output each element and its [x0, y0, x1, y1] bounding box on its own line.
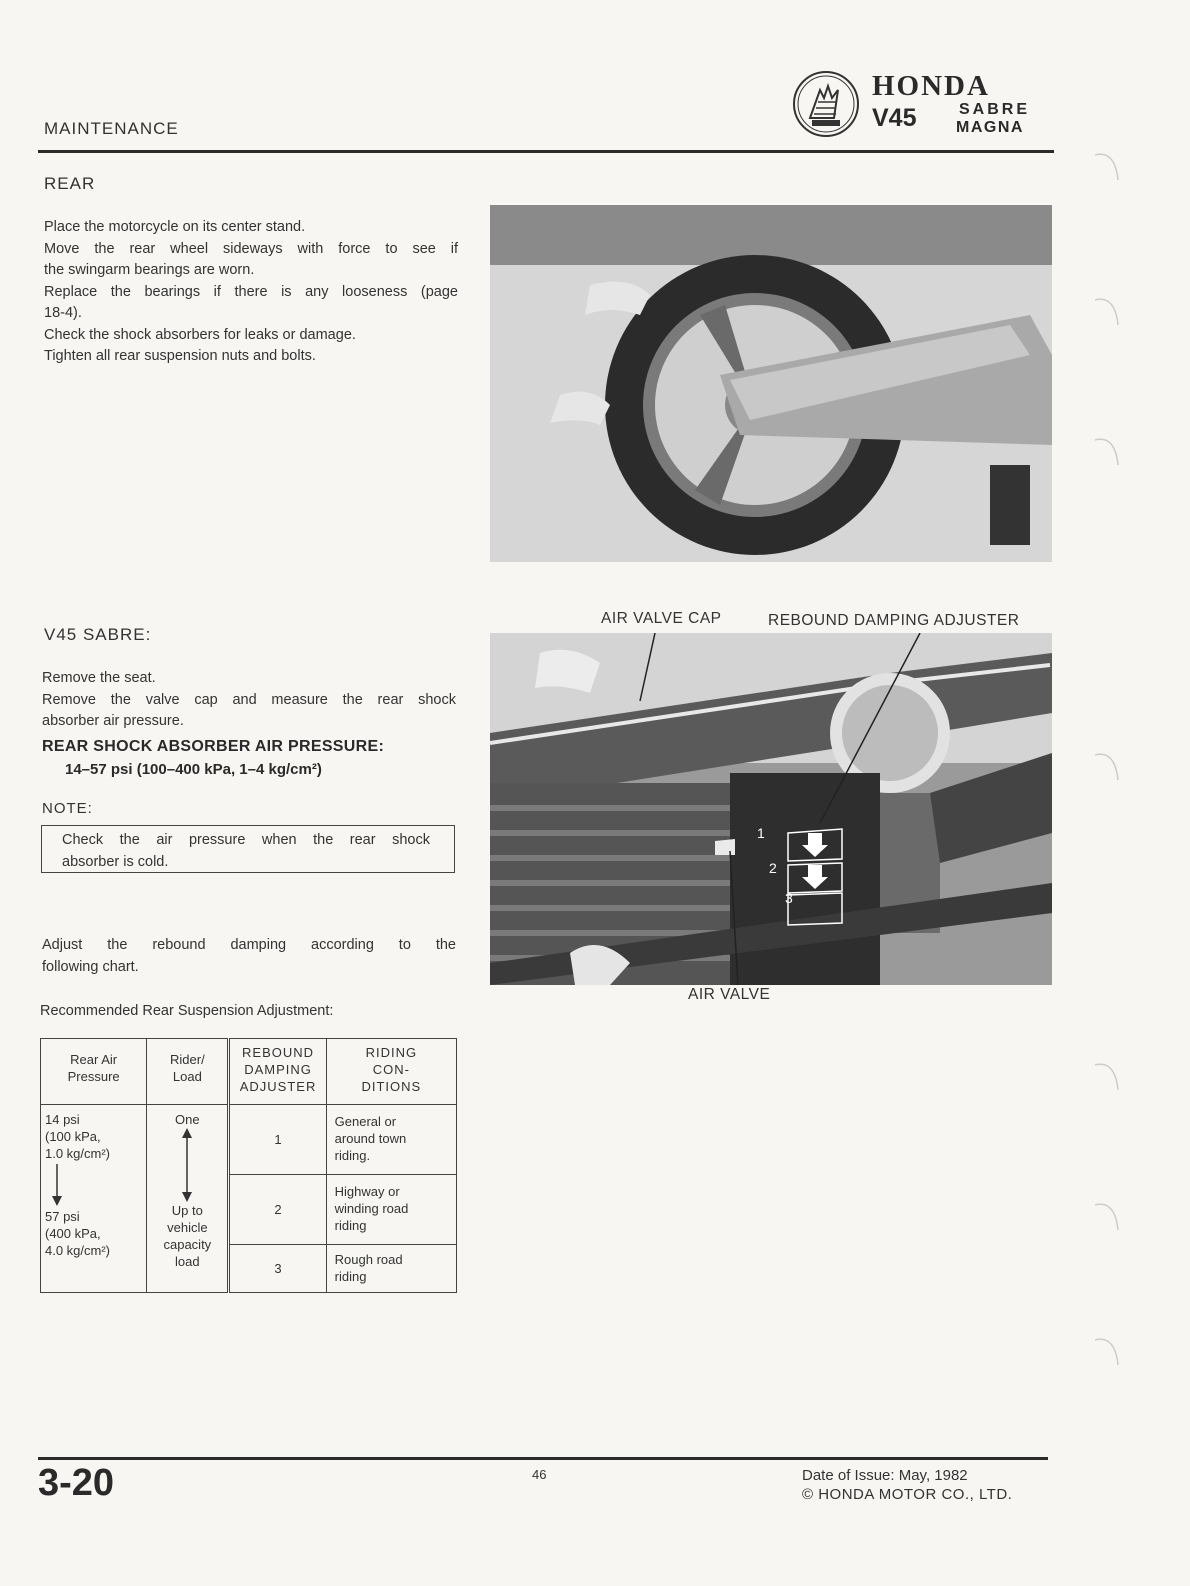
- position-label: 3: [785, 890, 793, 906]
- adjust-line: Adjust the rebound damping according to the: [42, 937, 456, 953]
- sabre-instructions: [42, 668, 456, 733]
- note-label: NOTE:: [42, 800, 93, 817]
- callout-rebound-adjuster: REBOUND DAMPING ADJUSTER: [768, 612, 1020, 629]
- adjust-line: following chart.: [42, 958, 139, 975]
- note-line: Check the air pressure when the rear shock: [62, 832, 430, 848]
- header-text: DAMPING: [244, 1062, 312, 1077]
- adjust-instructions: [42, 935, 456, 978]
- spec-title: REAR SHOCK ABSORBER AIR PRESSURE:: [42, 738, 385, 755]
- conditions-cell: [326, 1175, 456, 1245]
- header-rule: [38, 150, 1054, 153]
- pressure-text: 4.0 kg/cm²): [45, 1243, 111, 1258]
- header-text: REBOUND: [242, 1045, 315, 1060]
- rear-heading: REAR: [44, 174, 96, 193]
- table-row: [41, 1105, 457, 1175]
- conditions-text: General or: [334, 1114, 397, 1129]
- header-text: RIDING: [365, 1045, 418, 1060]
- position-label: 2: [769, 860, 777, 876]
- shock-absorber-photo: [490, 633, 1052, 985]
- rear-line: the swingarm bearings are worn.: [44, 262, 255, 278]
- header-text: CON-: [372, 1062, 410, 1077]
- double-arrow-icon: [177, 1128, 197, 1202]
- callout-air-valve: AIR VALVE: [688, 986, 771, 1003]
- model-name: V45: [872, 104, 917, 132]
- pressure-cell: [41, 1105, 147, 1293]
- setting-cell: 2: [229, 1175, 326, 1245]
- variant-sabre: SABRE: [959, 101, 1031, 118]
- rear-instructions: [44, 217, 458, 368]
- section-title: MAINTENANCE: [44, 119, 179, 138]
- sabre-line: absorber air pressure.: [42, 713, 184, 729]
- callout-air-valve-cap: AIR VALVE CAP: [601, 610, 722, 627]
- header-text: Pressure: [67, 1069, 120, 1084]
- pressure-text: (100 kPa,: [45, 1129, 101, 1144]
- sabre-line: Remove the seat.: [42, 670, 156, 686]
- wing-emblem-icon: [790, 68, 862, 140]
- rear-line: Place the motorcycle on its center stand.: [44, 219, 306, 235]
- pressure-text: 14 psi: [45, 1112, 80, 1127]
- position-label: 1: [757, 825, 765, 841]
- load-text: One: [175, 1112, 200, 1127]
- spec-value: 14–57 psi (100–400 kPa, 1–4 kg/cm²): [65, 761, 322, 778]
- arrow-down-icon: [51, 1164, 71, 1208]
- conditions-text: winding road: [334, 1201, 409, 1216]
- conditions-cell: [326, 1245, 456, 1293]
- page-number: 46: [532, 1467, 547, 1482]
- conditions-text: Rough road: [334, 1252, 403, 1267]
- note-line: absorber is cold.: [62, 853, 169, 870]
- copyright: © HONDA MOTOR CO., LTD.: [802, 1486, 1013, 1503]
- variant-magna: MAGNA: [956, 119, 1024, 136]
- rear-line: Replace the bearings if there is any looseness (page: [44, 283, 458, 300]
- conditions-text: riding.: [334, 1148, 371, 1163]
- header-conditions: [326, 1039, 456, 1105]
- load-text: vehicle: [167, 1220, 208, 1235]
- note-box: [41, 825, 455, 873]
- setting-cell: 3: [229, 1245, 326, 1293]
- honda-logo: [790, 68, 1056, 140]
- conditions-cell: [326, 1105, 456, 1175]
- table-header-row: [41, 1039, 457, 1105]
- pressure-text: 1.0 kg/cm²): [45, 1146, 111, 1161]
- table-caption: Recommended Rear Suspension Adjustment:: [40, 1003, 334, 1019]
- header-load: [147, 1039, 229, 1105]
- header-pressure: [41, 1039, 147, 1105]
- sabre-heading: V45 SABRE:: [44, 625, 152, 644]
- footer-rule: [38, 1457, 1048, 1460]
- conditions-text: riding: [334, 1269, 367, 1284]
- rear-line: 18-4).: [44, 305, 82, 321]
- conditions-text: Highway or: [334, 1184, 400, 1199]
- sabre-line: Remove the valve cap and measure the rear shock: [42, 691, 456, 708]
- header-text: Rider/: [170, 1052, 205, 1067]
- binder-marks: [1090, 150, 1130, 1400]
- rear-line: Tighten all rear suspension nuts and bolts.: [44, 348, 316, 364]
- pressure-text: 57 psi: [45, 1209, 80, 1224]
- header-text: DITIONS: [361, 1079, 422, 1094]
- load-cell: [147, 1105, 229, 1293]
- header-adjuster: [229, 1039, 326, 1105]
- page-code: 3-20: [38, 1462, 115, 1504]
- brand-name: HONDA: [872, 70, 990, 102]
- header-text: Load: [172, 1069, 202, 1084]
- setting-cell: 1: [229, 1105, 326, 1175]
- header-text: Rear Air: [70, 1052, 118, 1067]
- rear-wheel-photo: [490, 205, 1052, 562]
- issue-date: Date of Issue: May, 1982: [802, 1467, 968, 1484]
- pressure-text: (400 kPa,: [45, 1226, 101, 1241]
- rear-line: Check the shock absorbers for leaks or damage.: [44, 326, 356, 343]
- rear-line: Move the rear wheel sideways with force to see if: [44, 240, 458, 257]
- load-text: capacity: [163, 1237, 212, 1252]
- conditions-text: around town: [334, 1131, 407, 1146]
- load-text: load: [175, 1254, 200, 1269]
- suspension-table: [40, 1038, 457, 1293]
- conditions-text: riding: [334, 1218, 367, 1233]
- load-text: Up to: [171, 1203, 203, 1218]
- header-text: ADJUSTER: [239, 1079, 317, 1094]
